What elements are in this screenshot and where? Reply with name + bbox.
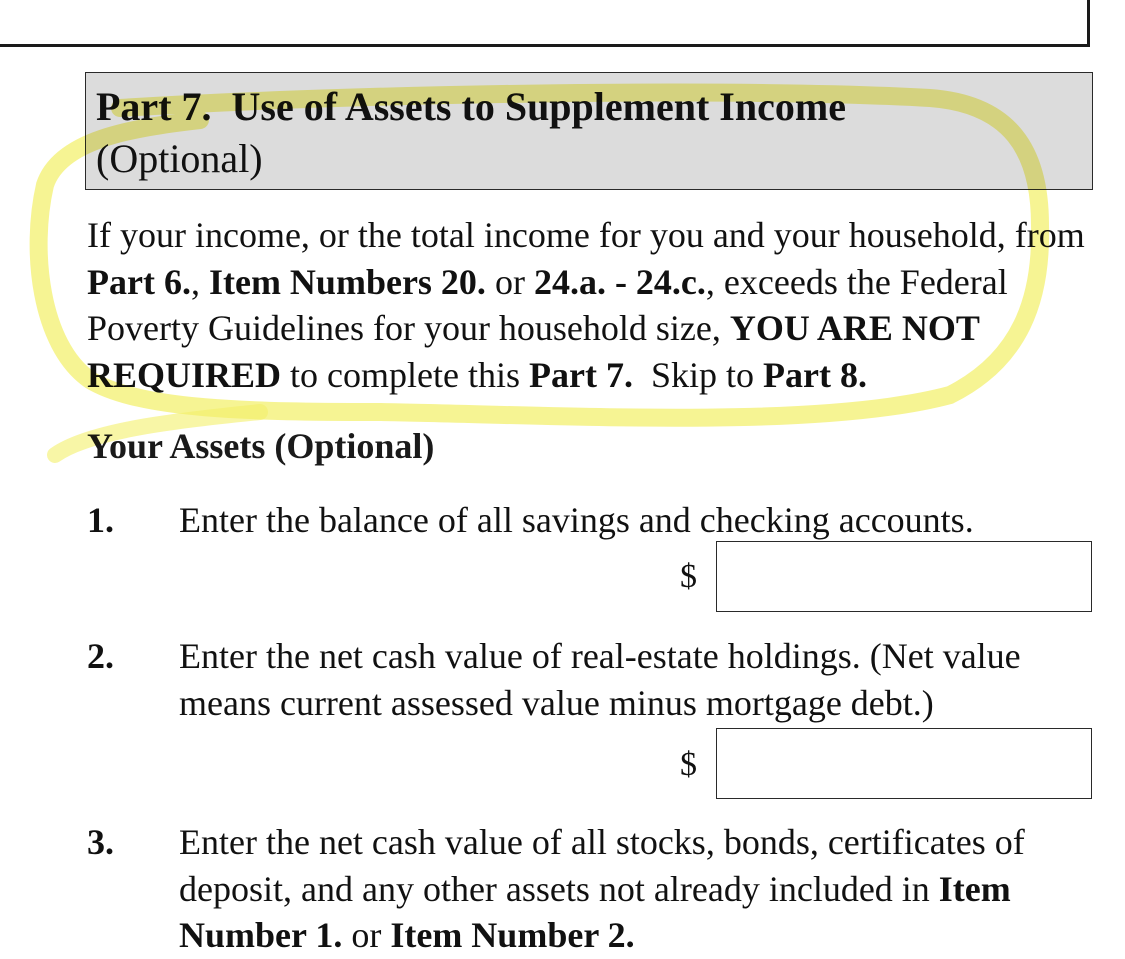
part-label: Part 7.: [96, 84, 212, 129]
item-3-number: 3.: [87, 822, 114, 862]
item-3-text: [179, 819, 1099, 959]
item-1-currency-sign: $: [680, 558, 697, 595]
item-2-currency-sign: $: [680, 746, 697, 783]
intro-text: or: [485, 261, 534, 302]
item-range-reference: 24.a. - 24.c.: [533, 261, 706, 302]
item-1-text: Enter the balance of all savings and checking accounts.: [179, 500, 974, 540]
item-numbers-reference: Item Numbers 20.: [208, 261, 486, 302]
part-8-reference: Part 8.: [763, 354, 867, 395]
item-2-number: 2.: [87, 636, 114, 676]
item-1-number: 1.: [87, 500, 114, 540]
intro-text: If your income, or the total income for you and your household, from: [87, 215, 1085, 255]
previous-section-box: [0, 0, 1090, 47]
item-2-text: Enter the net cash value of real-estate holdings. (Net value means current assessed value minus mortgage debt.): [179, 636, 1021, 723]
part-7-header: [85, 72, 1093, 190]
part-optional-label: (Optional): [96, 136, 263, 181]
item-1-amount-field[interactable]: [716, 541, 1092, 612]
part-title: Use of Assets to Supplement Income: [231, 84, 846, 129]
intro-text: to complete this: [281, 354, 529, 395]
part-7-instructions: [87, 212, 1097, 398]
part-7-reference: Part 7.: [529, 354, 633, 395]
intro-text: , exceeds the Federal Poverty Guidelines for your household size,: [87, 261, 1008, 348]
part-6-reference: Part 6.: [87, 261, 191, 302]
intro-text: Skip to: [632, 354, 763, 395]
item-1-reference: Item Number 1.: [179, 868, 1011, 955]
item-2-reference: Item Number 2.: [390, 915, 635, 955]
item-2-amount-field[interactable]: [716, 728, 1092, 799]
section-heading: Your Assets (Optional): [87, 426, 435, 466]
not-required-notice: YOU ARE NOT REQUIRED: [87, 308, 980, 395]
item-3-text-or: or: [342, 915, 391, 955]
intro-text: ,: [190, 261, 209, 302]
item-3-text-body: Enter the net cash value of all stocks, bonds, certificates of deposit, and any other assets not already included in: [179, 822, 1025, 909]
